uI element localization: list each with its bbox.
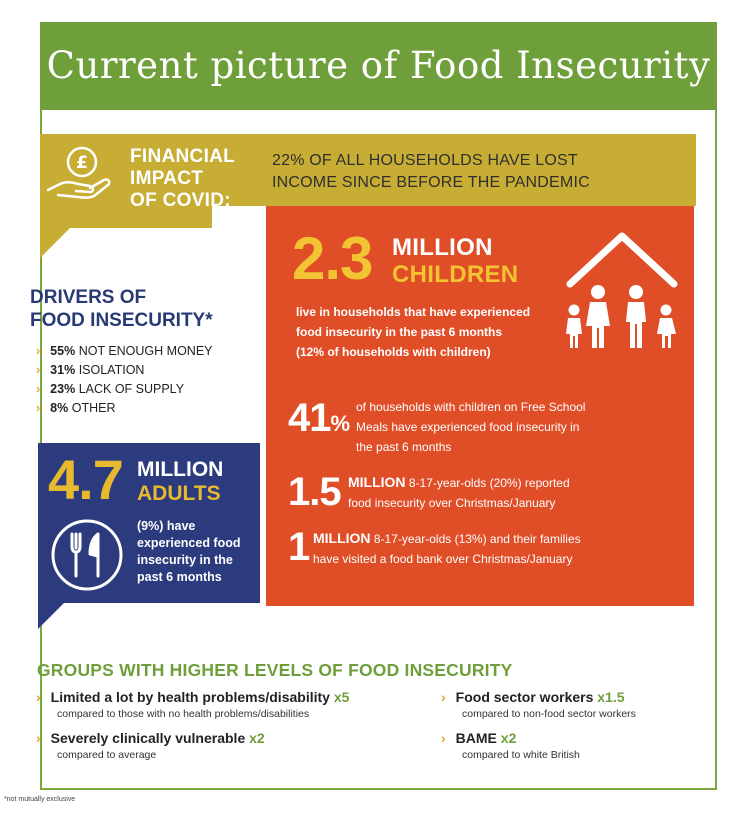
- stat-number: [288, 525, 309, 569]
- stat-number: [288, 396, 350, 446]
- financial-text-line: INCOME SINCE BEFORE THE PANDEMIC: [272, 174, 590, 191]
- financial-impact-text: [272, 150, 590, 194]
- adults-number: 4.7: [48, 448, 123, 511]
- group-sub: compared to average: [57, 749, 157, 761]
- plate-knife-fork-icon: [50, 518, 124, 592]
- group-label: Limited a lot by health problems/disability: [50, 689, 330, 705]
- driver-label: NOT ENOUGH MONEY: [78, 344, 213, 358]
- groups-title: GROUPS WITH HIGHER LEVELS OF FOOD INSECURITY: [37, 660, 513, 680]
- stat-line: of households with children on Free School: [356, 400, 586, 414]
- stat-line: 8-17-year-olds (13%) and their families: [373, 532, 581, 546]
- stat-line-first: [313, 528, 581, 549]
- group-multiplier: x2: [500, 730, 517, 746]
- group-main: [36, 729, 265, 747]
- adults-desc-line: insecurity in the: [137, 553, 233, 567]
- chevron-right-icon: ›: [36, 344, 41, 358]
- stat-text: [356, 397, 585, 457]
- house-family-icon: [560, 222, 684, 356]
- adults-word: ADULTS: [137, 482, 221, 505]
- list-item: [36, 380, 213, 399]
- list-item: [36, 399, 213, 418]
- financial-banner-pointer: [40, 228, 70, 258]
- title-banner: [40, 22, 717, 110]
- group-main: [441, 688, 636, 706]
- financial-label-line: IMPACT: [130, 168, 204, 189]
- chevron-right-icon: ›: [36, 689, 41, 705]
- stat-text: [313, 528, 581, 569]
- stat-value: 41: [288, 396, 331, 440]
- driver-pct: 8%: [50, 401, 69, 415]
- children-number: 2.3: [292, 225, 373, 292]
- children-desc-line: (12% of households with children): [296, 345, 491, 359]
- group-sub: compared to those with no health problems/disabilities: [57, 708, 310, 720]
- group-main: [36, 688, 349, 706]
- stat-line: food insecurity over Christmas/January: [348, 496, 556, 510]
- list-item: [36, 361, 213, 380]
- driver-label: LACK OF SUPPLY: [78, 382, 185, 396]
- drivers-title-line: FOOD INSECURITY*: [30, 310, 213, 331]
- footnote: *not mutually exclusive: [4, 796, 76, 803]
- svg-text:£: £: [76, 153, 88, 173]
- stat-lead: MILLION: [348, 474, 406, 490]
- driver-pct: 31%: [50, 363, 76, 377]
- chevron-right-icon: ›: [36, 363, 41, 377]
- stat-value: 1: [288, 525, 310, 569]
- adults-desc-line: (9%) have: [137, 519, 196, 533]
- list-item: [441, 729, 580, 763]
- adults-desc-line: experienced food: [137, 536, 241, 550]
- hand-pound-coin-icon: [44, 144, 114, 200]
- group-multiplier: x5: [333, 689, 350, 705]
- chevron-right-icon: ›: [441, 730, 446, 746]
- group-label: BAME: [455, 730, 497, 746]
- list-item: [441, 688, 636, 722]
- driver-pct: 55%: [50, 344, 76, 358]
- chevron-right-icon: ›: [36, 401, 41, 415]
- stat-unit: %: [330, 411, 351, 436]
- chevron-right-icon: ›: [36, 730, 41, 746]
- children-desc-line: live in households that have experienced: [296, 305, 531, 319]
- drivers-title: [30, 286, 213, 332]
- group-label: Food sector workers: [455, 689, 594, 705]
- children-million: MILLION: [392, 234, 493, 261]
- stat-text: [348, 472, 570, 513]
- group-multiplier: x2: [249, 730, 265, 746]
- stat-line: the past 6 months: [356, 440, 452, 454]
- children-desc-line: food insecurity in the past 6 months: [296, 325, 503, 339]
- group-multiplier: x1.5: [597, 689, 625, 705]
- driver-pct: 23%: [50, 382, 76, 396]
- list-item: [36, 342, 213, 361]
- drivers-title-line: DRIVERS OF: [30, 287, 147, 308]
- stat-line: have visited a food bank over Christmas/January: [313, 552, 573, 566]
- chevron-right-icon: ›: [36, 382, 41, 396]
- adults-description: [137, 518, 257, 586]
- stat-value: 1.5: [288, 470, 341, 514]
- financial-text-line: 22% OF ALL HOUSEHOLDS HAVE LOST: [272, 152, 578, 169]
- list-item: [36, 688, 349, 722]
- financial-label-line: OF COVID:: [130, 190, 231, 211]
- stat-line-first: [348, 472, 570, 493]
- group-sub: compared to non-food sector workers: [462, 708, 636, 720]
- drivers-list: [36, 342, 213, 418]
- stat-lead: MILLION: [313, 530, 371, 546]
- stat-line: 8-17-year-olds (20%) reported: [408, 476, 570, 490]
- adults-desc-line: past 6 months: [137, 570, 222, 584]
- group-label: Severely clinically vulnerable: [50, 730, 246, 746]
- children-description: [296, 302, 556, 362]
- driver-label: OTHER: [71, 401, 116, 415]
- stat-number: [288, 470, 341, 514]
- stat-line: Meals have experienced food insecurity in: [356, 420, 580, 434]
- financial-impact-label: [130, 146, 235, 212]
- group-sub: compared to white British: [462, 749, 580, 761]
- adults-panel-pointer: [38, 603, 64, 629]
- chevron-right-icon: ›: [441, 689, 446, 705]
- group-main: [441, 729, 580, 747]
- page-title: Current picture of Food Insecurity: [46, 44, 711, 87]
- adults-million: MILLION: [137, 458, 224, 481]
- children-word: CHILDREN: [392, 261, 519, 288]
- financial-label-line: FINANCIAL: [130, 146, 236, 167]
- list-item: [36, 729, 265, 763]
- driver-label: ISOLATION: [78, 363, 145, 377]
